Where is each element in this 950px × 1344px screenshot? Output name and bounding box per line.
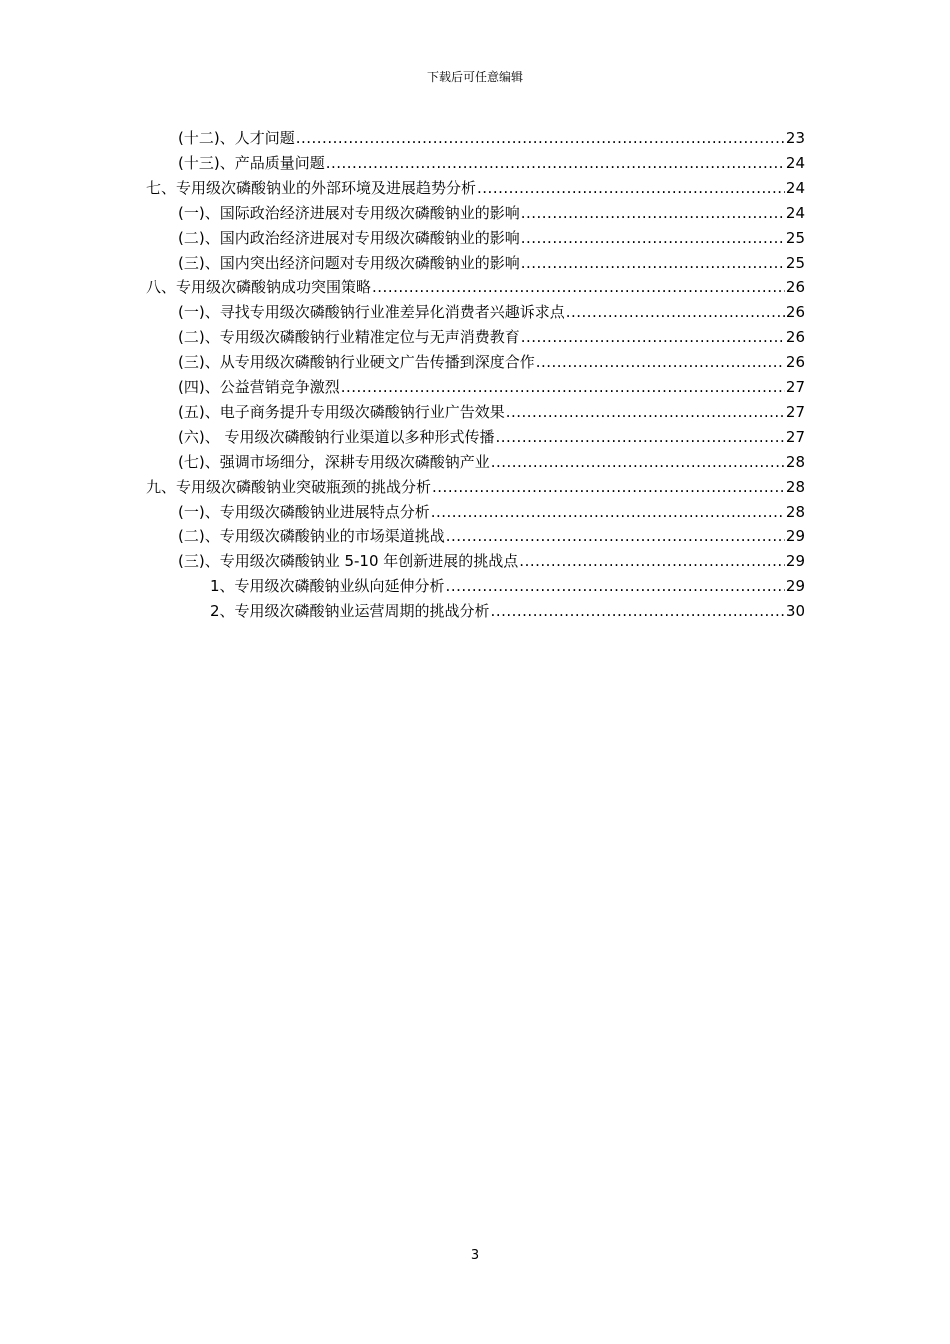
toc-entry[interactable] [210, 574, 805, 598]
toc-entry-title: (三)、国内突出经济问题对专用级次磷酸钠业的影响 [178, 253, 520, 272]
toc-entry[interactable] [178, 300, 805, 324]
toc-dot-leader [431, 500, 785, 524]
toc-dot-leader [495, 425, 784, 449]
toc-entry-page: 26 [785, 328, 805, 347]
page-header: 下载后可任意编辑 [426, 70, 523, 84]
toc-entry-page: 30 [785, 602, 805, 621]
toc-entry[interactable] [146, 475, 805, 499]
toc-dot-leader [521, 201, 785, 225]
toc-dot-leader [566, 300, 785, 324]
toc-entry[interactable] [146, 176, 805, 200]
toc-entry-title: 1、专用级次磷酸钠业纵向延伸分析 [210, 577, 445, 596]
toc-entry-title: 九、专用级次磷酸钠业突破瓶颈的挑战分析 [146, 477, 432, 496]
toc-entry-page: 28 [785, 502, 805, 521]
toc-entry[interactable] [178, 400, 805, 424]
toc-entry-page: 29 [785, 527, 805, 546]
toc-entry-page: 29 [785, 577, 805, 596]
toc-dot-leader [446, 524, 785, 548]
toc-dot-leader [521, 325, 785, 349]
toc-entry-title: (三)、专用级次磷酸钠业 5-10 年创新进展的挑战点 [178, 552, 519, 571]
toc-entry-page: 25 [785, 228, 805, 247]
toc-dot-leader [326, 151, 785, 175]
toc-entry-title: (一)、寻找专用级次磷酸钠行业准差异化消费者兴趣诉求点 [178, 303, 565, 322]
toc-dot-leader [372, 275, 785, 299]
toc-entry-page: 26 [785, 303, 805, 322]
toc-entry-title: (六)、 专用级次磷酸钠行业渠道以多种形式传播 [178, 427, 495, 446]
toc-entry-title: 八、专用级次磷酸钠成功突围策略 [146, 278, 372, 297]
toc-entry[interactable] [178, 450, 805, 474]
toc-entry-page: 28 [785, 452, 805, 471]
page-number: 3 [470, 1248, 480, 1263]
toc-entry[interactable] [178, 425, 805, 449]
toc-dot-leader [536, 350, 785, 374]
toc-entry-page: 25 [785, 253, 805, 272]
toc-entry[interactable] [146, 275, 805, 299]
toc-dot-leader [506, 400, 785, 424]
toc-entry-page: 29 [785, 552, 805, 571]
toc-entry-page: 27 [785, 402, 805, 421]
toc-entry-title: (十三)、产品质量问题 [178, 153, 325, 172]
toc-entry-page: 26 [785, 278, 805, 297]
toc-dot-leader [491, 599, 785, 623]
toc-entry[interactable] [178, 126, 805, 150]
toc-entry[interactable] [178, 524, 805, 548]
toc-entry-page: 24 [785, 153, 805, 172]
toc-entry-page: 24 [785, 178, 805, 197]
toc-entry-title: (一)、专用级次磷酸钠业进展特点分析 [178, 502, 430, 521]
toc-dot-leader [491, 450, 785, 474]
toc-dot-leader [521, 226, 785, 250]
toc-entry-page: 26 [785, 353, 805, 372]
toc-entry[interactable] [178, 201, 805, 225]
toc-entry-title: (一)、国际政治经济进展对专用级次磷酸钠业的影响 [178, 203, 520, 222]
toc-entry-title: (五)、电子商务提升专用级次磷酸钠行业广告效果 [178, 402, 505, 421]
toc-entry-title: (二)、专用级次磷酸钠行业精准定位与无声消费教育 [178, 328, 520, 347]
toc-entry[interactable] [178, 500, 805, 524]
toc-entry-page: 27 [785, 427, 805, 446]
toc-entry-title: (三)、从专用级次磷酸钠行业硬文广告传播到深度合作 [178, 353, 535, 372]
toc-entry-page: 24 [785, 203, 805, 222]
toc-entry-title: (二)、国内政治经济进展对专用级次磷酸钠业的影响 [178, 228, 520, 247]
toc-entry[interactable] [178, 375, 805, 399]
toc-entry[interactable] [178, 325, 805, 349]
toc-entry-page: 23 [785, 129, 805, 147]
toc-entry-title: 2、专用级次磷酸钠业运营周期的挑战分析 [210, 602, 490, 621]
toc-entry[interactable] [178, 226, 805, 250]
toc-entry-title: (七)、强调市场细分，深耕专用级次磷酸钠产业 [178, 452, 490, 471]
toc-dot-leader [477, 176, 785, 200]
toc-entry-title: (二)、专用级次磷酸钠业的市场渠道挑战 [178, 527, 445, 546]
toc-dot-leader [446, 574, 785, 598]
toc-dot-leader [521, 251, 785, 275]
toc-entry[interactable] [178, 350, 805, 374]
toc-entry-title: (十二)、人才问题 [178, 129, 295, 147]
toc-dot-leader [296, 126, 785, 150]
toc-dot-leader [432, 475, 785, 499]
toc-entry-title: 七、专用级次磷酸钠业的外部环境及进展趋势分析 [146, 178, 477, 197]
toc-entry[interactable] [210, 599, 805, 623]
toc-entry[interactable] [178, 549, 805, 573]
toc-dot-leader [519, 549, 785, 573]
toc-entry[interactable] [178, 251, 805, 275]
toc-entry-page: 28 [785, 477, 805, 496]
toc-entry-page: 27 [785, 378, 805, 396]
toc-entry[interactable] [178, 151, 805, 175]
toc-dot-leader [341, 375, 785, 399]
toc-entry-title: (四)、公益营销竞争激烈 [178, 378, 340, 396]
